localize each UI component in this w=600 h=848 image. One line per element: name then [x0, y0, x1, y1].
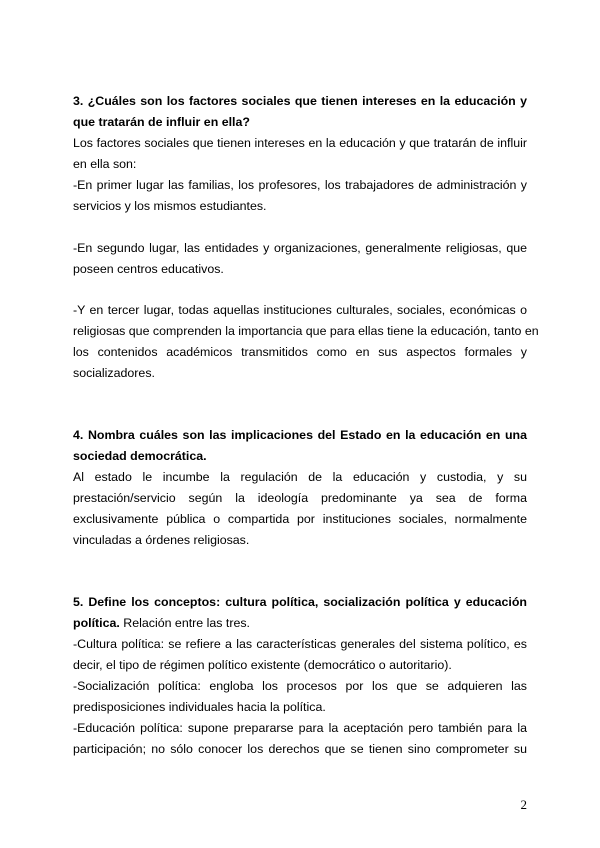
q5-item-1-line-2: decir, el tipo de régimen político existente (democrático o autoritario). — [73, 658, 452, 672]
q5-title-line-2 — [73, 613, 527, 634]
q3-item-2-line-2: poseen centros educativos. — [73, 262, 224, 276]
q3-item-3-line-1: -Y en tercer lugar, todas aquellas instituciones culturales, sociales, económicas o — [73, 303, 527, 317]
q3-item-3-line-3: los contenidos académicos transmitidos como en sus aspectos formales y — [73, 345, 527, 359]
q5-item-1-line-1: -Cultura política: se refiere a las características generales del sistema político, es — [73, 637, 527, 651]
q5-title-line-2-rest: Relación entre las tres. — [119, 616, 250, 630]
q5-title-line-1: 5. Define los conceptos: cultura política, socialización política y educación — [73, 595, 527, 609]
q4-body-line-4: vinculadas a órdenes religiosas. — [73, 533, 250, 547]
q3-item-1-line-1: -En primer lugar las familias, los profesores, los trabajadores de administración y — [73, 178, 527, 192]
q5-item-2-line-1: -Socialización política: engloba los procesos por los que se adquieren las — [73, 679, 527, 693]
q5-item-3-line-1: -Educación política: supone prepararse para la aceptación pero también para la — [73, 721, 527, 735]
q3-title-line-2: que tratarán de influir en ella? — [73, 115, 250, 129]
q3-item-3-line-4: socializadores. — [73, 366, 155, 380]
q5-item-3-line-2: participación; no sólo conocer los derechos que se tienen sino comprometer su — [73, 742, 527, 756]
q3-item-3-line-2: religiosas que comprenden la importancia que para ellas tiene la educación, tanto en — [73, 324, 539, 338]
q4-title-line-2: sociedad democrática. — [73, 449, 207, 463]
q4-body-line-1: Al estado le incumbe la regulación de la educación y custodia, y su — [73, 470, 527, 484]
q4-body-line-3: exclusivamente pública o compartida por instituciones sociales, normalmente — [73, 512, 527, 526]
q3-intro-line-1: Los factores sociales que tienen intereses en la educación y que tratarán de influir — [73, 136, 527, 150]
q5-item-2-line-2: predisposiciones individuales hacia la política. — [73, 700, 326, 714]
q3-title-line-1: 3. ¿Cuáles son los factores sociales que tienen intereses en la educación y — [73, 94, 527, 108]
q4-body-line-2: prestación/servicio según la ideología predominante ya sea de forma — [73, 491, 527, 505]
q3-item-2-line-1: -En segundo lugar, las entidades y organizaciones, generalmente religiosas, que — [73, 241, 527, 255]
q3-item-1-line-2: servicios y los mismos estudiantes. — [73, 199, 267, 213]
q4-title-line-1: 4. Nombra cuáles son las implicaciones del Estado en la educación en una — [73, 428, 527, 442]
page-number: 2 — [520, 797, 527, 812]
q3-intro-line-2: en ella son: — [73, 157, 137, 171]
q5-title-line-2-bold: política. — [73, 616, 120, 630]
